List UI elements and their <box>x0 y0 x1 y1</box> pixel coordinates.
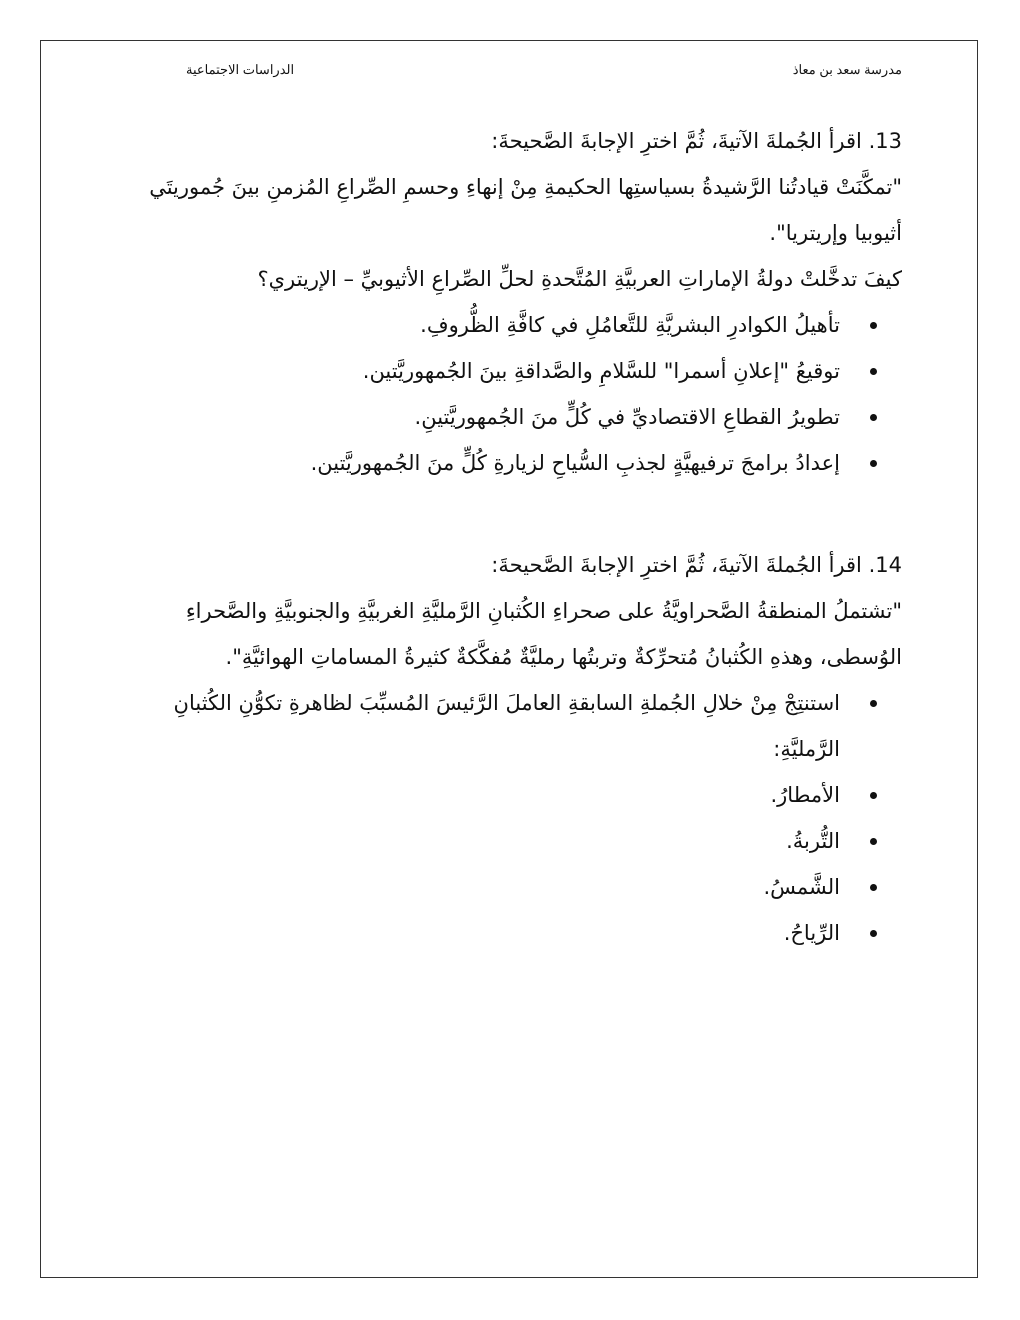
question-14-option-3: الشَّمسُ. <box>118 864 840 910</box>
question-14-option-1: الأمطارُ. <box>118 772 840 818</box>
question-13-prompt: كيفَ تدخَّلتْ دولةُ الإماراتِ العربيَّةِ المُتَّحدةِ لحلِّ الصِّراعِ الأثيوبيِّ – الإريتري؟ <box>257 267 902 291</box>
question-14-title <box>118 542 902 588</box>
question-13-option-4: إعدادُ برامجَ ترفيهيَّةٍ لجذبِ السُّياحِ لزيارةِ كُلٍّ منَ الجُمهوريَّتين. <box>118 440 840 486</box>
question-13-title-text: اقرأ الجُملةَ الآتيةَ، ثُمَّ اخترِ الإجابةَ الصَّحيحةَ: <box>491 129 862 153</box>
question-13-option-3: تطويرُ القطاعِ الاقتصاديِّ في كُلٍّ منَ الجُمهوريَّتينِ. <box>118 394 840 440</box>
question-13 <box>118 118 902 486</box>
question-13-title <box>118 118 902 164</box>
question-13-option-2: توقيعُ "إعلانِ أسمرا" للسَّلامِ والصَّداقةِ بينَ الجُمهوريَّتين. <box>118 348 840 394</box>
question-14-option-4: الرِّياحُ. <box>118 910 840 956</box>
question-13-options <box>118 302 902 486</box>
question-13-number: 13. <box>868 129 902 153</box>
question-14-quote: "تشتملُ المنطقةُ الصَّحراويَّةُ على صحراءِ الكُثبانِ الرَّمليَّةِ الغربيَّةِ والجنوبيَّةِ والصَّحراءِ الوُسطى، وهذهِ الكُثبانُ مُتحرِّكةٌ وتربتُها رمليَّةٌ مُفكَّكةٌ كثيرةُ المساماتِ الهوائيَّةِ". <box>185 599 902 669</box>
question-14-prompt-item: استنتِجْ مِنْ خلالِ الجُملةِ السابقةِ العاملَ الرَّئيسَ المُسبِّبَ لظاهرةِ تكوُّنِ الكُثبانِ الرَّمليَّةِ: <box>118 680 840 772</box>
header-subject-name: الدراسات الاجتماعية <box>186 62 295 77</box>
header-school-name: مدرسة سعد بن معاذ <box>792 62 902 77</box>
worksheet-content <box>118 118 902 956</box>
question-14 <box>118 542 902 956</box>
question-14-options <box>118 680 902 956</box>
question-13-quote: "تمكَّنَتْ قيادتُنا الرَّشيدةُ بسياستِها الحكيمةِ مِنْ إنهاءِ وحسمِ الصِّراعِ المُزمنِ بينَ جُموريتَي أثيوبيا وإريتريا". <box>149 175 902 245</box>
question-14-option-2: التُّربةُ. <box>118 818 840 864</box>
question-14-number: 14. <box>868 553 902 577</box>
question-14-title-text: اقرأ الجُملةَ الآتيةَ، ثُمَّ اخترِ الإجابةَ الصَّحيحةَ: <box>491 553 862 577</box>
question-13-option-1: تأهيلُ الكوادرِ البشريَّةِ للتَّعامُلِ في كافَّةِ الظُّروفِ. <box>118 302 840 348</box>
